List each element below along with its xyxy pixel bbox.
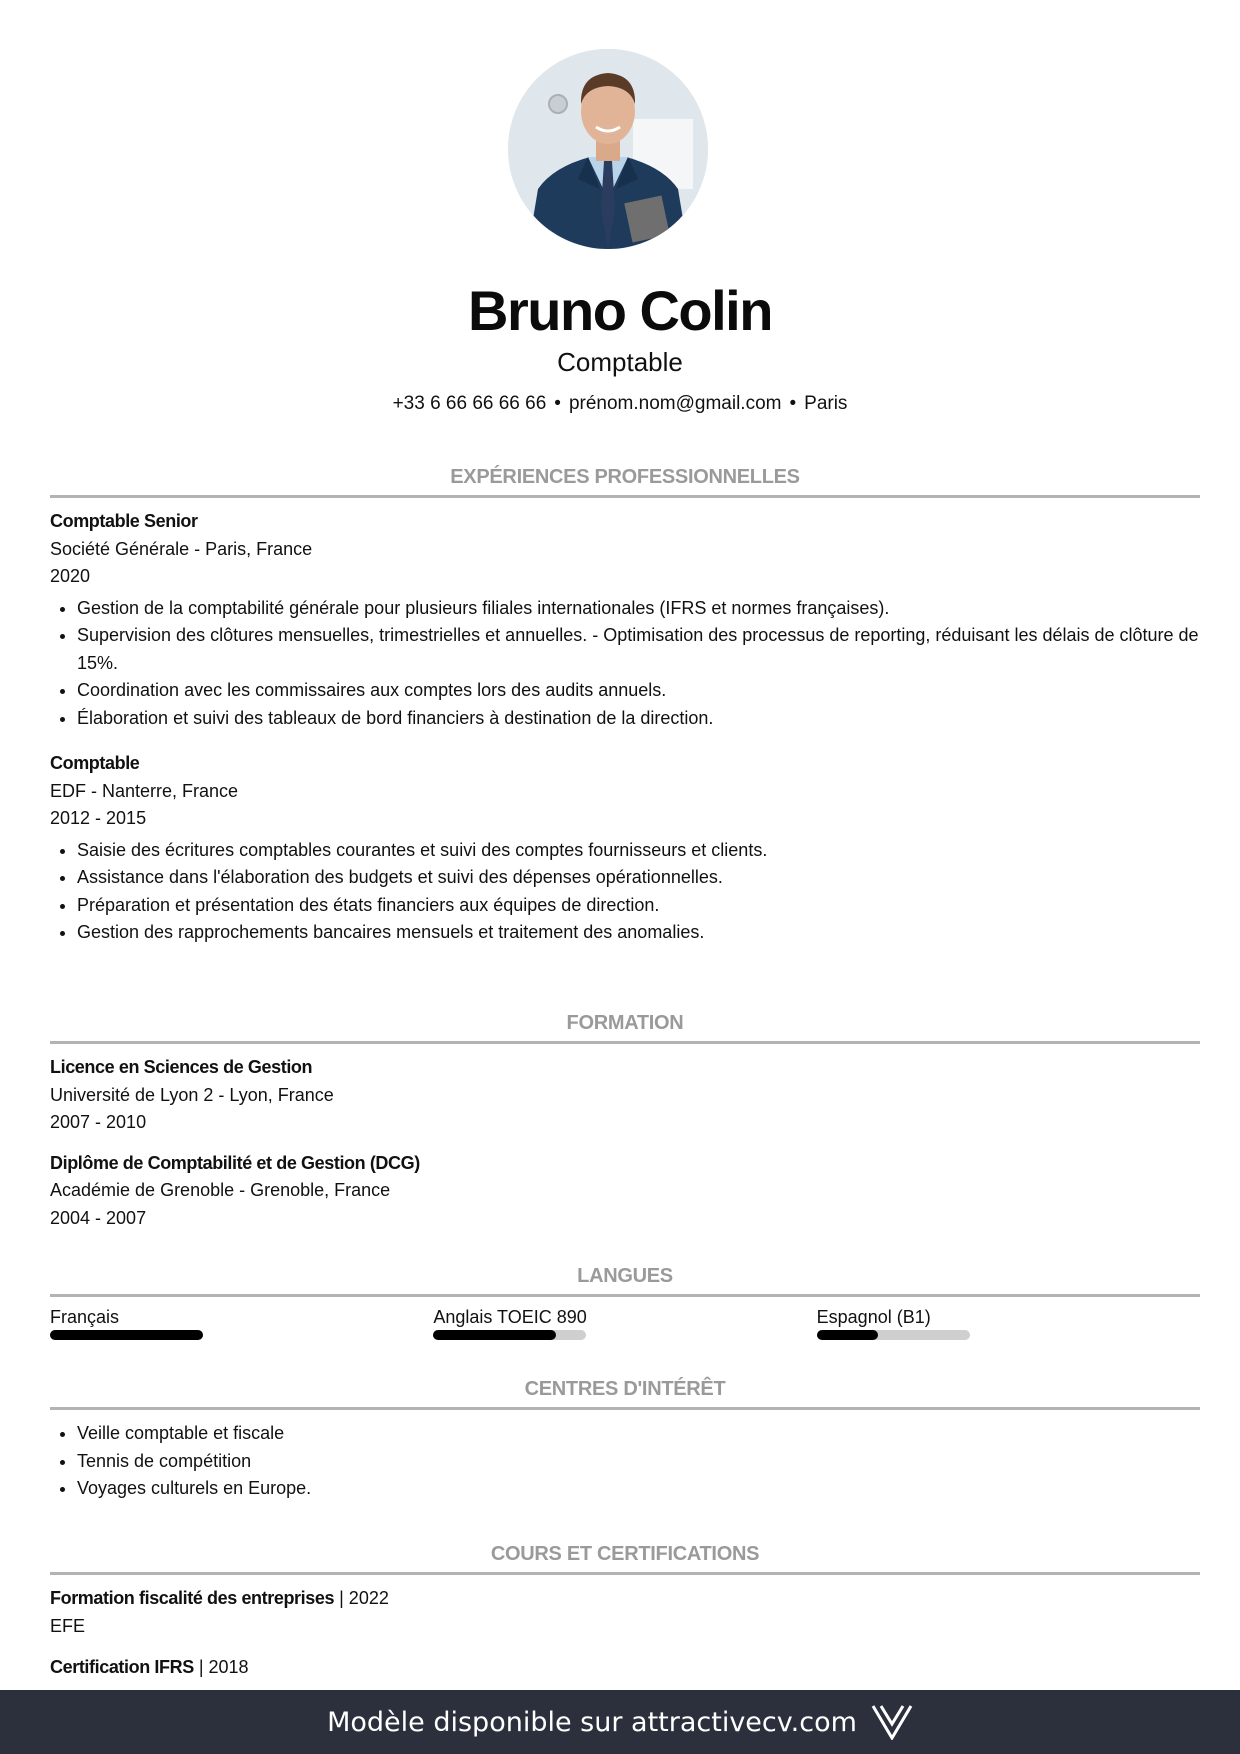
section-title: FORMATION [50,1012,1200,1044]
phone-number: +33 6 66 66 66 66 [392,393,547,414]
job-title: Comptable [50,753,140,773]
course-name: Formation fiscalité des entreprises [50,1588,335,1608]
job-bullet: • Gestion de la comptabilité générale pour plusieurs filiales internationales (IFRS et normes françaises). [77,595,1200,623]
candidate-name: Bruno Colin [468,279,772,342]
job-bullet: • Supervision des clôtures mensuelles, trimestrielles et annuelles. - Optimisation des processus de reporting, réduisant les délais de clôture de 15%. [77,622,1200,677]
interest-item: • Veille comptable et fiscale [77,1420,1200,1448]
city: Paris [804,393,848,414]
education-entry [50,1054,1200,1137]
job-bullet: • Gestion des rapprochements bancaires mensuels et traitement des anomalies. [77,919,1200,947]
job-bullet: • Coordination avec les commissaires aux comptes lors des audits annuels. [77,677,1200,705]
degree-title: Licence en Sciences de Gestion [50,1057,313,1077]
course-organization: EFE [50,1615,86,1636]
separator: • [789,393,797,414]
course-entry [50,1654,1200,1682]
job-bullets [50,837,1200,947]
section-title: EXPÉRIENCES PROFESSIONNELLES [50,466,1200,498]
job-entry [50,508,1200,732]
job-bullet: • Élaboration et suivi des tableaux de bord financiers à destination de la direction. [77,705,1200,733]
education-dates: 2007 - 2010 [50,1112,147,1132]
contact-line [0,393,1240,415]
footer-banner[interactable] [0,1690,1240,1754]
job-entry [50,750,1200,947]
school-name: Université de Lyon 2 - Lyon, France [50,1084,334,1105]
interests-section [50,1378,1200,1503]
courses-section [50,1543,1200,1682]
experience-section [50,466,1200,947]
language-item [50,1307,433,1340]
interest-item: • Tennis de compétition [77,1448,1200,1476]
school-name: Académie de Grenoble - Grenoble, France [50,1180,391,1200]
job-company: Société Générale - Paris, France [50,538,313,559]
language-list [50,1307,1200,1340]
candidate-role: Comptable [557,347,683,377]
course-year: | 2022 [339,1588,389,1608]
language-level-fill [817,1330,878,1340]
section-title: LANGUES [50,1265,1200,1297]
education-dates: 2004 - 2007 [50,1207,147,1228]
interest-item: • Voyages culturels en Europe. [77,1475,1200,1503]
section-title: CENTRES D'INTÉRÊT [50,1378,1200,1410]
language-level-bar [50,1330,203,1340]
language-item [433,1307,816,1340]
interests-list [50,1420,1200,1503]
profile-photo [508,49,708,249]
job-bullet: • Préparation et présentation des états financiers aux équipes de direction. [77,892,1200,920]
job-dates: 2020 [50,566,91,586]
section-title: COURS ET CERTIFICATIONS [50,1543,1200,1575]
language-name: Espagnol (B1) [816,1307,931,1327]
education-section [50,1012,1200,1232]
job-dates: 2012 - 2015 [50,808,147,828]
separator: • [554,393,561,414]
job-bullet: • Assistance dans l'élaboration des budgets et suivi des dépenses opérationnelles. [77,864,1200,892]
language-name: Français [50,1307,120,1327]
education-entry [50,1150,1200,1233]
v-logo-icon [871,1704,913,1740]
profile-photo-illustration [508,49,708,249]
course-entry [50,1585,1200,1640]
email-address: prénom.nom@gmail.com [568,393,782,414]
job-bullet: • Saisie des écritures comptables courantes et suivi des comptes fournisseurs et clients. [77,837,1200,865]
language-name: Anglais TOEIC 890 [433,1307,587,1327]
job-bullets [50,595,1200,733]
course-name: Certification IFRS [50,1657,194,1677]
job-title: Comptable Senior [50,511,198,531]
language-level-fill [433,1330,555,1340]
language-level-bar [433,1330,586,1340]
language-item [817,1307,1200,1340]
languages-section [50,1265,1200,1340]
footer-text[interactable]: Modèle disponible sur attractivecv.com [327,1706,857,1738]
degree-title: Diplôme de Comptabilité et de Gestion (DCG) [50,1152,420,1173]
course-year: | 2018 [198,1657,249,1677]
language-level-fill [50,1330,203,1340]
job-company: EDF - Nanterre, France [50,780,239,801]
language-level-bar [817,1330,970,1340]
